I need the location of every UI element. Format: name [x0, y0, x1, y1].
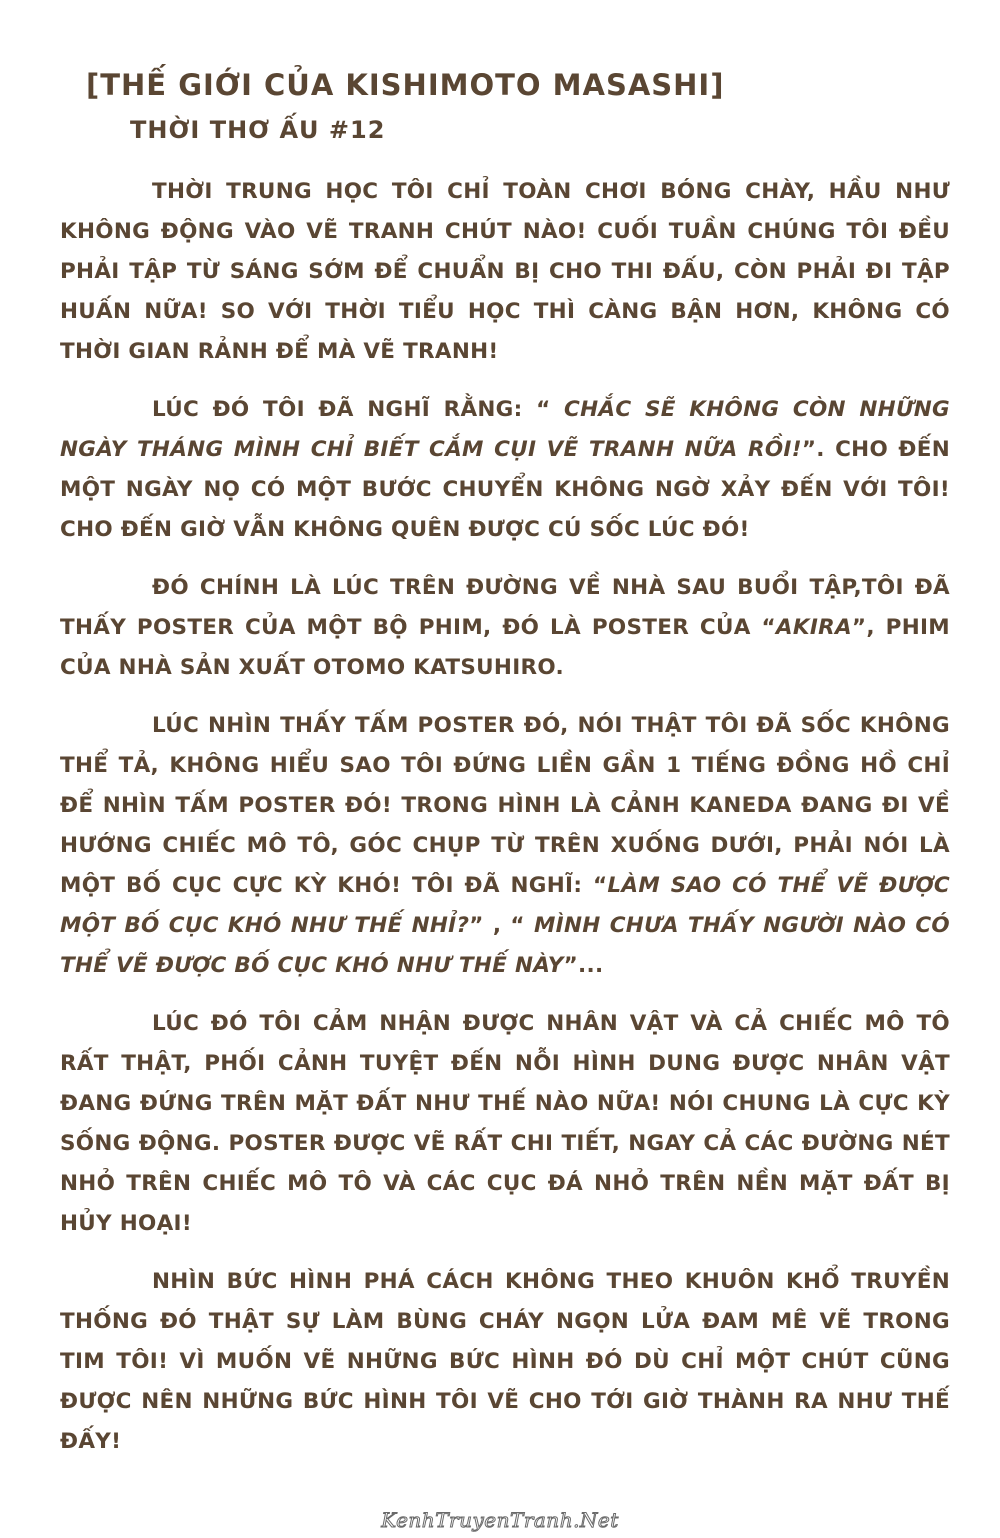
paragraph [60, 706, 950, 986]
quoted-text: LÀM SAO CÓ THỂ VẼ ĐƯỢC MỘT BỐ CỤC KHÓ NHƯ THẾ NHỈ? [60, 873, 950, 938]
paragraph-text: LÚC ĐÓ TÔI ĐÃ NGHĨ RẰNG: “ [152, 397, 565, 422]
paragraph-text: ĐÓ CHÍNH LÀ LÚC TRÊN ĐƯỜNG VỀ NHÀ SAU BUỔI TẬP,TÔI ĐÃ THẤY POSTER CỦA MỘT BỘ PHIM, ĐÓ LÀ POSTER CỦA “ [60, 575, 950, 640]
watermark: KenhTruyenTranh.Net [381, 1508, 619, 1532]
paragraph-text: LÚC ĐÓ TÔI CẢM NHẬN ĐƯỢC NHÂN VẬT VÀ CẢ CHIẾC MÔ TÔ RẤT THẬT, PHỐI CẢNH TUYỆT ĐẾN NỖI HÌNH DUNG ĐƯỢC NHÂN VẬT ĐANG ĐỨNG TRÊN MẶT ĐẤT NHƯ THẾ NÀO NỮA! NÓI CHUNG LÀ CỰC KỲ SỐNG ĐỘNG. POSTER ĐƯỢC VẼ RẤT CHI TIẾT, NGAY CẢ CÁC ĐƯỜNG NÉT NHỎ TRÊN CHIẾC MÔ TÔ VÀ CÁC CỤC ĐÁ NHỎ TRÊN NỀN MẶT ĐẤT BỊ HỦY HOẠI! [60, 1011, 950, 1236]
quoted-text: CHẮC SẼ KHÔNG CÒN NHỮNG NGÀY THÁNG MÌNH CHỈ BIẾT CẮM CỤI VẼ TRANH NỮA RỒI! [60, 397, 950, 462]
page-title: [THẾ GIỚI CỦA KISHIMOTO MASASHI] [86, 68, 725, 102]
paragraph [60, 390, 950, 550]
quoted-text: MÌNH CHƯA THẤY NGƯỜI NÀO CÓ THỂ VẼ ĐƯỢC BỐ CỤC KHÓ NHƯ THẾ NÀY [60, 913, 951, 978]
paragraph-text: ” , “ [469, 913, 534, 938]
paragraph-text: NHÌN BỨC HÌNH PHÁ CÁCH KHÔNG THEO KHUÔN KHỔ TRUYỀN THỐNG ĐÓ THẬT SỰ LÀM BÙNG CHÁY NGỌN LỬA ĐAM MÊ VẼ TRONG TIM TÔI! VÌ MUỐN VẼ NHỮNG BỨC HÌNH ĐÓ DÙ CHỈ MỘT CHÚT CŨNG ĐƯỢC NÊN NHỮNG BỨC HÌNH TÔI VẼ CHO TỚI GIỜ THÀNH RA NHƯ THẾ ĐẤY! [60, 1269, 950, 1454]
paragraph-text: ”, PHIM CỦA NHÀ SẢN XUẤT OTOMO KATSUHIRO. [60, 615, 950, 680]
paragraph [60, 568, 950, 688]
page-subtitle: THỜI THƠ ẤU #12 [130, 116, 386, 144]
paragraph [60, 1004, 950, 1244]
paragraph-text: ”... [563, 953, 604, 978]
paragraph [60, 1262, 950, 1462]
quoted-text: AKIRA [775, 615, 852, 640]
paragraph-text: THỜI TRUNG HỌC TÔI CHỈ TOÀN CHƠI BÓNG CHÀY, HẦU NHƯ KHÔNG ĐỘNG VÀO VẼ TRANH CHÚT NÀO! CUỐI TUẦN CHÚNG TÔI ĐỀU PHẢI TẬP TỪ SÁNG SỚM ĐỂ CHUẨN BỊ CHO THI ĐẤU, CÒN PHẢI ĐI TẬP HUẤN NỮA! SO VỚI THỜI TIỂU HỌC THÌ CÀNG BẬN HƠN, KHÔNG CÓ THỜI GIAN RẢNH ĐỂ MÀ VẼ TRANH! [60, 179, 950, 364]
paragraph-text: LÚC NHÌN THẤY TẤM POSTER ĐÓ, NÓI THẬT TÔI ĐÃ SỐC KHÔNG THỂ TẢ, KHÔNG HIỂU SAO TÔI ĐỨNG LIỀN GẦN 1 TIẾNG ĐỒNG HỒ CHỈ ĐỂ NHÌN TẤM POSTER ĐÓ! TRONG HÌNH LÀ CẢNH KANEDA ĐANG ĐI VỀ HƯỚNG CHIẾC MÔ TÔ, GÓC CHỤP TỪ TRÊN XUỐNG DƯỚI, PHẢI NÓI LÀ MỘT BỐ CỤC CỰC KỲ KHÓ! TÔI ĐÃ NGHĨ: “ [60, 713, 950, 898]
article-body [60, 172, 950, 1480]
paragraph-text: ”. CHO ĐẾN MỘT NGÀY NỌ CÓ MỘT BƯỚC CHUYỂN KHÔNG NGỜ XẢY ĐẾN VỚI TÔI! CHO ĐẾN GIỜ VẪN KHÔNG QUÊN ĐƯỢC CÚ SỐC LÚC ĐÓ! [60, 437, 950, 542]
paragraph [60, 172, 950, 372]
